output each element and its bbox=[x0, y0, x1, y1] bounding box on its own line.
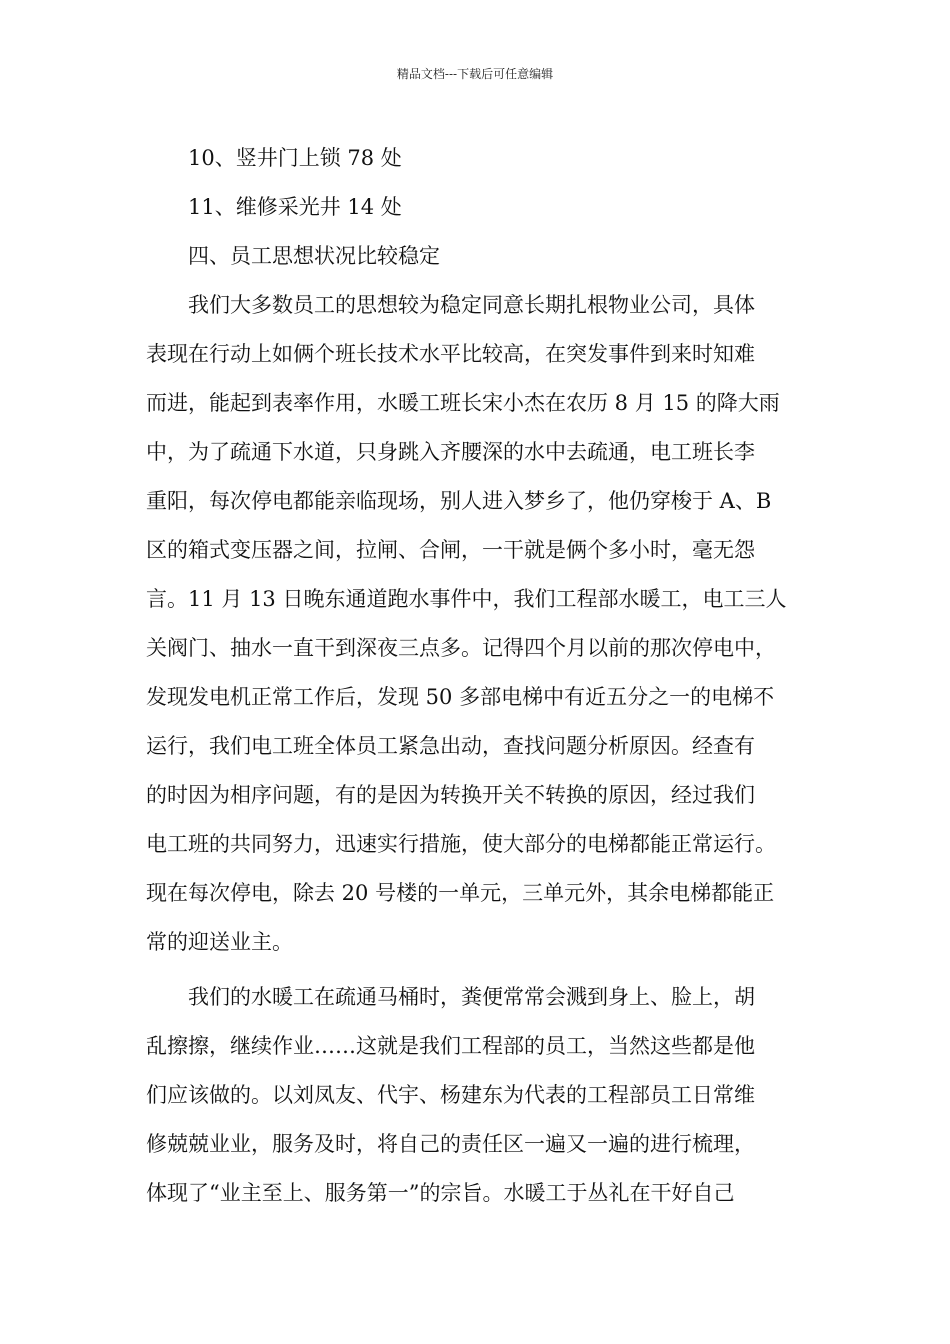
text-line: 我们的水暖工在疏通马桶时，粪便常常会溅到身上、脸上，胡 bbox=[188, 985, 755, 1009]
paragraph-1 bbox=[146, 281, 806, 967]
text-line: 区的箱式变压器之间，拉闸、合闸，一干就是俩个多小时，毫无怨 bbox=[146, 538, 755, 562]
text-line: 中，为了疏通下水道，只身跳入齐腰深的水中去疏通，电工班长李 bbox=[146, 440, 755, 464]
text-line: 表现在行动上如俩个班长技术水平比较高，在突发事件到来时知难 bbox=[146, 342, 755, 366]
text-line: 关阀门、抽水一直干到深夜三点多。记得四个月以前的那次停电中， bbox=[146, 636, 776, 660]
list-item: 10、竖井门上锁 78 处 bbox=[188, 146, 402, 170]
text-line: 电工班的共同努力，迅速实行措施，使大部分的电梯都能正常运行。 bbox=[146, 832, 776, 856]
text-line: 的时因为相序问题，有的是因为转换开关不转换的原因，经过我们 bbox=[146, 783, 755, 807]
text-line: 运行，我们电工班全体员工紧急出动，查找问题分析原因。经查有 bbox=[146, 734, 755, 758]
page-header: 精品文档---下载后可任意编辑 bbox=[396, 67, 554, 81]
text-line: 乱擦擦，继续作业……这就是我们工程部的员工，当然这些都是他 bbox=[146, 1034, 755, 1058]
section-heading: 四、员工思想状况比较稳定 bbox=[188, 244, 440, 268]
text-line: 现在每次停电，除去 20 号楼的一单元，三单元外，其余电梯都能正 bbox=[146, 881, 775, 905]
paragraph-2 bbox=[146, 973, 806, 1218]
text-line: 修兢兢业业，服务及时，将自己的责任区一遍又一遍的进行梳理， bbox=[146, 1132, 755, 1156]
text-line: 发现发电机正常工作后，发现 50 多部电梯中有近五分之一的电梯不 bbox=[146, 685, 775, 709]
text-line: 言。11 月 13 日晚东通道跑水事件中，我们工程部水暖工，电工三人 bbox=[146, 587, 787, 611]
text-line: 而进，能起到表率作用，水暖工班长宋小杰在农历 8 月 15 的降大雨 bbox=[146, 391, 780, 415]
text-line: 我们大多数员工的思想较为稳定同意长期扎根物业公司，具体 bbox=[188, 293, 755, 317]
text-line: 体现了“业主至上、服务第一”的宗旨。水暖工于丛礼在干好自己 bbox=[146, 1181, 735, 1205]
document-body bbox=[146, 134, 806, 1218]
text-line: 重阳，每次停电都能亲临现场，别人进入梦乡了，他仍穿梭于 A、B bbox=[146, 489, 772, 513]
list-item: 11、维修采光井 14 处 bbox=[188, 195, 402, 219]
text-line: 常的迎送业主。 bbox=[146, 930, 293, 954]
text-line: 们应该做的。以刘凤友、代宇、杨建东为代表的工程部员工日常维 bbox=[146, 1083, 755, 1107]
